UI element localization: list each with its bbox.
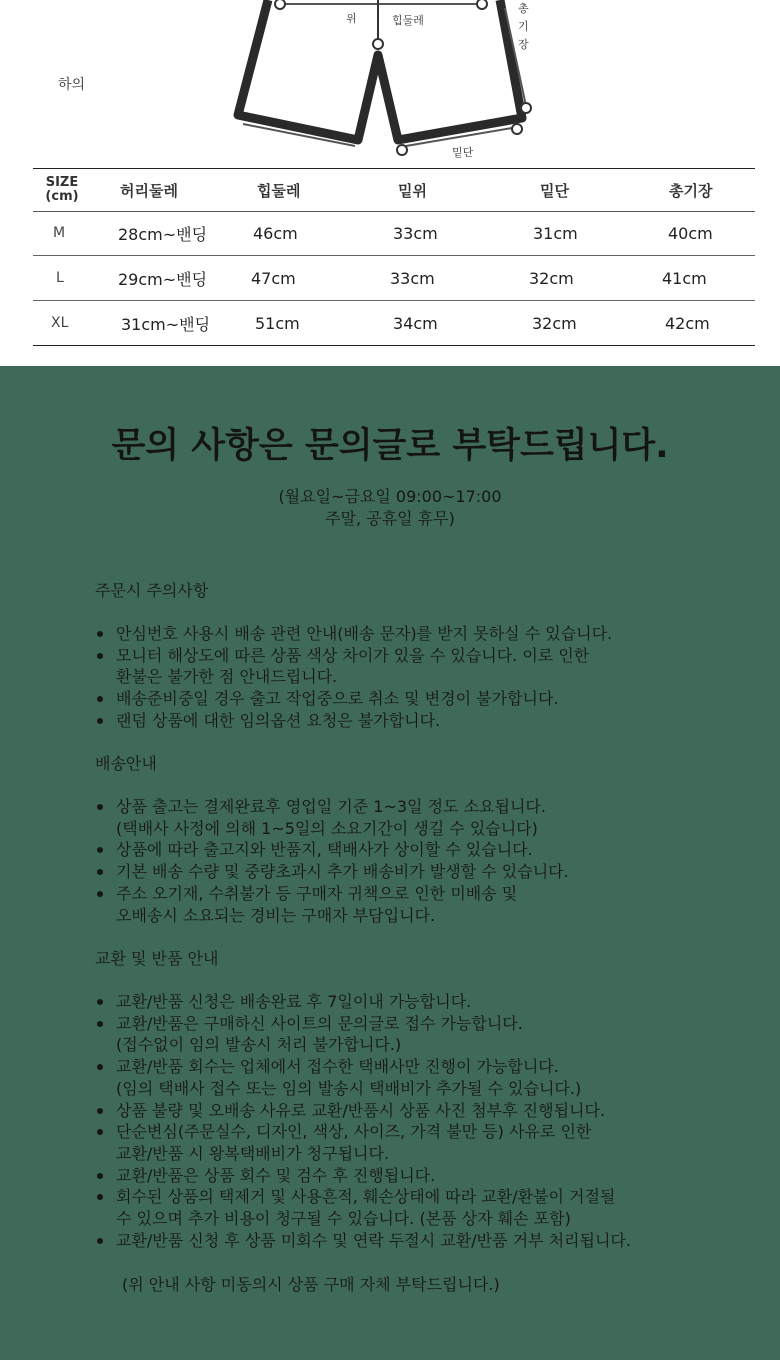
list-item-text: 교환/반품은 상품 회수 및 검수 후 진행됩니다.	[116, 1165, 436, 1185]
bullet-icon	[97, 631, 103, 637]
bullet-icon	[97, 1064, 103, 1070]
inquiry-info-section	[0, 366, 780, 1360]
size-caption	[41, 169, 83, 211]
size-cell: M	[53, 225, 66, 241]
size-guide-section	[0, 0, 780, 366]
hip-cell: 46cm	[253, 223, 298, 243]
header-rise: 밑위	[398, 181, 427, 200]
list-item-text: 오배송시 소요되는 경비는 구매자 부담입니다.	[116, 905, 436, 925]
rise-cell: 33cm	[393, 223, 438, 243]
list-item	[95, 1013, 735, 1056]
header-hip: 힙둘레	[257, 181, 301, 200]
size-cell: XL	[51, 315, 69, 331]
total-length-label: 총 기 장	[518, 2, 529, 51]
list-item	[95, 839, 735, 861]
waist-rise-label: 위	[346, 12, 357, 25]
bullet-icon	[97, 869, 103, 875]
holiday-notice: 주말, 공휴일 휴무)	[325, 509, 455, 528]
list-item	[95, 1121, 735, 1164]
list-item	[95, 991, 735, 1013]
bullet-icon	[97, 1021, 103, 1027]
bullet-icon	[97, 1173, 103, 1179]
bullet-icon	[97, 1108, 103, 1114]
shorts-measurement-diagram	[0, 0, 780, 170]
bullet-icon	[97, 1129, 103, 1135]
list-item-text: 모니터 해상도에 따른 상품 색상 차이가 있을 수 있습니다. 이로 인한	[116, 645, 590, 665]
exchange-return-notice-list	[95, 991, 735, 1251]
bullet-icon	[97, 999, 103, 1005]
bottoms-label: 하의	[58, 77, 86, 93]
list-item-text: 랜덤 상품에 대한 임의옵션 요청은 불가합니다.	[116, 710, 441, 730]
bullet-icon	[97, 1194, 103, 1200]
list-item-text: 환불은 불가한 점 안내드립니다.	[116, 667, 338, 687]
hip-cell: 47cm	[251, 268, 296, 288]
length-cell: 41cm	[662, 268, 707, 288]
shipping-notice-list	[95, 796, 735, 926]
list-item	[95, 1056, 735, 1099]
list-item-text: 교환/반품 시 왕복택배비가 청구됩니다.	[116, 1143, 390, 1163]
list-item	[95, 623, 735, 645]
rise-cell: 34cm	[393, 313, 438, 333]
list-item	[95, 688, 735, 710]
header-waist: 허리둘레	[120, 181, 178, 200]
footer-note: (위 안내 사항 미동의시 상품 구매 자체 부탁드립니다.)	[122, 1275, 500, 1294]
waist-cell: 31cm~밴딩	[121, 314, 211, 334]
hem-cell: 32cm	[529, 268, 574, 288]
list-item	[95, 710, 735, 732]
size-caption-line2: (cm)	[45, 189, 79, 204]
header-length: 총기장	[669, 181, 713, 200]
length-cell: 40cm	[668, 223, 713, 243]
list-item	[95, 883, 735, 926]
bullet-icon	[97, 804, 103, 810]
list-item-text: 상품에 따라 출고지와 반품지, 택배사가 상이할 수 있습니다.	[116, 840, 533, 860]
bullet-icon	[97, 696, 103, 702]
list-item-text: 교환/반품 신청 후 상품 미회수 및 연락 두절시 교환/반품 거부 처리됩니다.	[116, 1230, 631, 1250]
length-cell: 42cm	[665, 313, 710, 333]
shipping-notice-title: 배송안내	[95, 754, 157, 773]
size-cell: L	[56, 270, 64, 286]
list-item-text: 주소 오기재, 수취불가 등 구매자 귀책으로 인한 미배송 및	[116, 883, 518, 903]
list-item-text: (임의 택배사 접수 또는 임의 발송시 택배비가 추가될 수 있습니다.)	[116, 1078, 582, 1098]
table-row	[33, 211, 755, 256]
list-item-text: 회수된 상품의 택제거 및 사용흔적, 훼손상태에 따라 교환/환불이 거절될	[116, 1187, 616, 1207]
table-row	[33, 256, 755, 301]
table-row	[33, 301, 755, 346]
list-item-text: 안심번호 사용시 배송 관련 안내(배송 문자)를 받지 못하실 수 있습니다.	[116, 624, 613, 643]
size-caption-line1: SIZE	[45, 175, 79, 190]
list-item	[95, 1186, 735, 1229]
waist-cell: 29cm~밴딩	[118, 269, 208, 289]
bullet-icon	[97, 1238, 103, 1244]
waist-cell: 28cm~밴딩	[118, 224, 208, 244]
bullet-icon	[97, 653, 103, 659]
list-item-text: 기본 배송 수량 및 중량초과시 추가 배송비가 발생할 수 있습니다.	[116, 862, 569, 882]
hem-cell: 32cm	[532, 313, 577, 333]
order-notice-title: 주문시 주의사항	[95, 581, 209, 600]
list-item-text: 교환/반품 신청은 배송완료 후 7일이내 가능합니다.	[116, 992, 472, 1011]
header-hem: 밑단	[540, 181, 569, 200]
list-item-text: 수 있으며 추가 비용이 청구될 수 있습니다. (본품 상자 훼손 포함)	[116, 1209, 571, 1229]
hem-label: 밑단	[452, 146, 474, 159]
size-table-header	[33, 168, 755, 212]
hip-cell: 51cm	[255, 313, 300, 333]
list-item	[95, 1165, 735, 1187]
list-item-text: 배송준비중일 경우 출고 작업중으로 취소 및 변경이 불가합니다.	[116, 689, 559, 709]
business-hours: (월요일~금요일 09:00~17:00	[278, 487, 502, 506]
exchange-return-notice-title: 교환 및 반품 안내	[95, 949, 219, 968]
list-item-text: 교환/반품 회수는 업체에서 접수한 택배사만 진행이 가능합니다.	[116, 1057, 559, 1077]
list-item	[95, 796, 735, 839]
list-item-text: (접수없이 임의 발송시 처리 불가합니다.)	[116, 1035, 402, 1055]
bullet-icon	[97, 718, 103, 724]
list-item-text: (택배사 사정에 의해 1~5일의 소요기간이 생길 수 있습니다)	[116, 818, 538, 838]
list-item	[95, 1100, 735, 1122]
bullet-icon	[97, 891, 103, 897]
list-item	[95, 861, 735, 883]
list-item	[95, 1230, 735, 1252]
page-title: 문의 사항은 문의글로 부탁드립니다.	[111, 426, 669, 466]
list-item-text: 상품 출고는 결제완료후 영업일 기준 1~3일 정도 소요됩니다.	[116, 797, 546, 816]
order-notice-list	[95, 623, 735, 732]
list-item-text: 상품 불량 및 오배송 사유로 교환/반품시 상품 사진 첨부후 진행됩니다.	[116, 1100, 606, 1120]
list-item-text: 교환/반품은 구매하신 사이트의 문의글로 접수 가능합니다.	[116, 1013, 523, 1033]
bullet-icon	[97, 847, 103, 853]
hip-label: 힙둘레	[392, 14, 424, 27]
list-item-text: 단순변심(주문실수, 디자인, 색상, 사이즈, 가격 불만 등) 사유로 인한	[116, 1122, 592, 1142]
rise-cell: 33cm	[390, 268, 435, 288]
hem-cell: 31cm	[533, 223, 578, 243]
list-item	[95, 645, 735, 688]
